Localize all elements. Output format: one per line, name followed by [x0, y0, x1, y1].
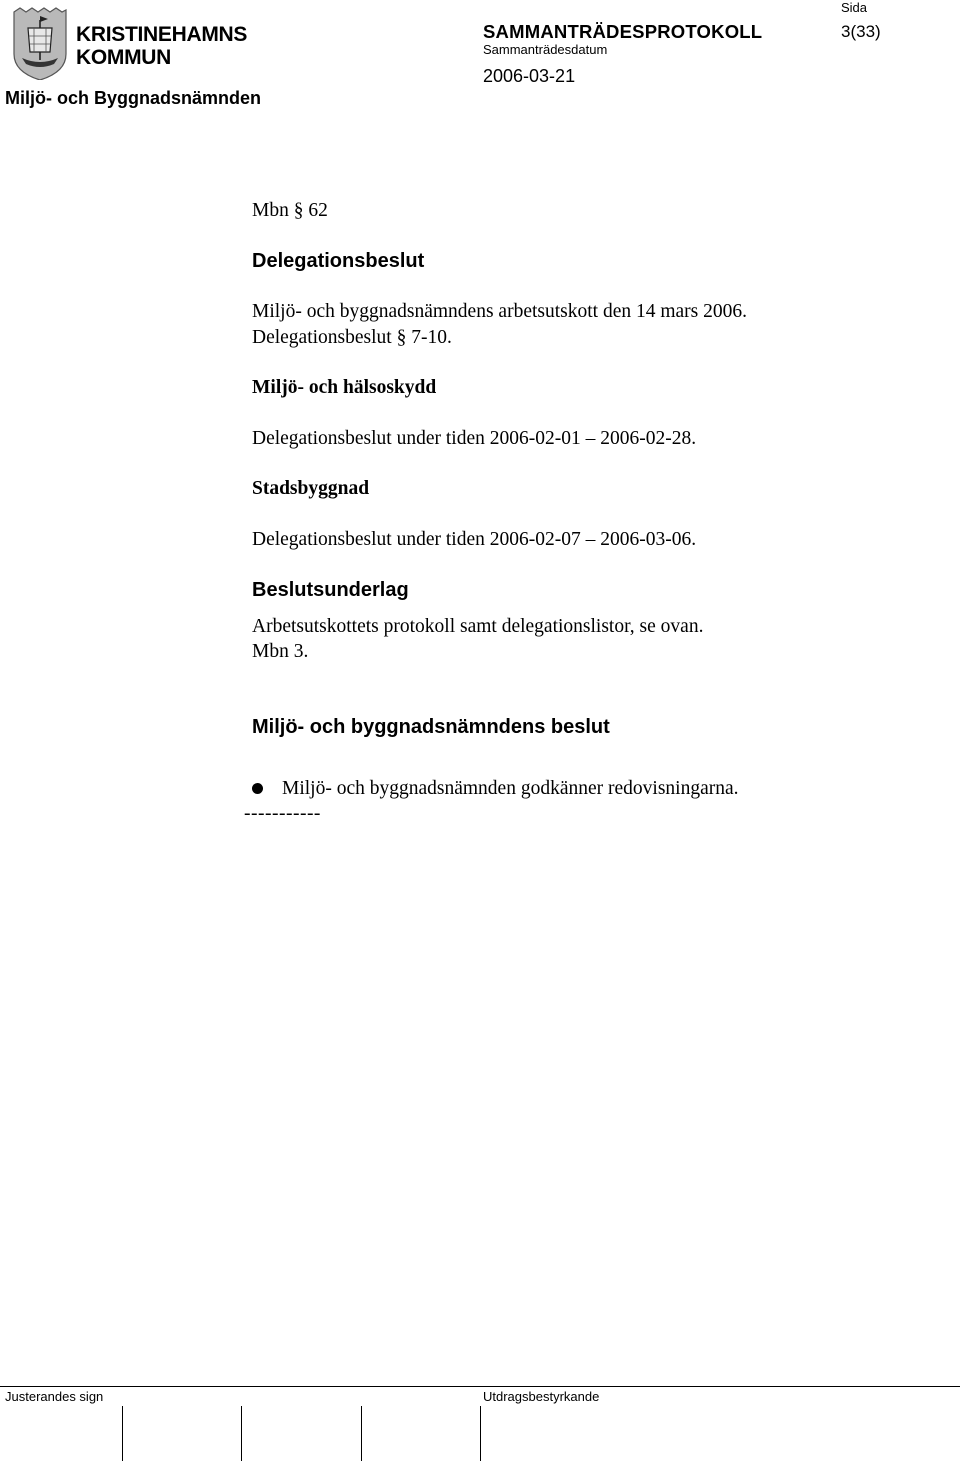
signer-label: Justerandes sign — [5, 1389, 104, 1404]
subsection-text-urban: Delegationsbeslut under tiden 2006-02-07 – 2006-03-06. — [252, 529, 697, 550]
decision-basis-line-1: Arbetsutskottets protokoll samt delegationslistor, se ovan. — [252, 616, 704, 637]
signature-box-divider — [122, 1406, 123, 1461]
subsection-text-health: Delegationsbeslut under tiden 2006-02-01 – 2006-02-28. — [252, 428, 697, 449]
signature-box-divider — [480, 1406, 481, 1461]
subsection-title-urban: Stadsbyggnad — [252, 478, 370, 499]
subsection-title-health: Miljö- och hälsoskydd — [252, 377, 437, 398]
decision-title: Miljö- och byggnadsnämndens beslut — [252, 716, 610, 738]
extract-label: Utdragsbestyrkande — [483, 1389, 600, 1404]
intro-line-1: Miljö- och byggnadsnämndens arbetsutskott den 14 mars 2006. — [252, 301, 748, 322]
footer-divider — [0, 1386, 960, 1387]
page-number: 3(33) — [841, 22, 881, 41]
document-title: SAMMANTRÄDESPROTOKOLL — [483, 21, 763, 42]
section-title: Delegationsbeslut — [252, 250, 425, 272]
organization-name: Miljö- och Byggnadsnämnden — [5, 88, 262, 108]
page-label: Sida — [841, 0, 868, 15]
signature-box-divider — [241, 1406, 242, 1461]
logo-text-line2: KOMMUN — [76, 46, 172, 69]
municipality-logo — [12, 6, 257, 80]
bullet-icon — [252, 783, 263, 794]
decision-basis-line-2: Mbn 3. — [252, 641, 309, 662]
paragraph-reference: Mbn § 62 — [252, 200, 328, 221]
logo-text-line1: KRISTINEHAMNS — [76, 23, 248, 46]
decision-basis-title: Beslutsunderlag — [252, 579, 409, 601]
intro-line-2: Delegationsbeslut § 7-10. — [252, 327, 452, 348]
meeting-date-value: 2006-03-21 — [483, 66, 576, 86]
separator-line: ----------- — [244, 803, 321, 824]
decision-item: Miljö- och byggnadsnämnden godkänner redovisningarna. — [282, 778, 739, 799]
signature-box-divider — [361, 1406, 362, 1461]
meeting-date-label: Sammanträdesdatum — [483, 42, 608, 57]
